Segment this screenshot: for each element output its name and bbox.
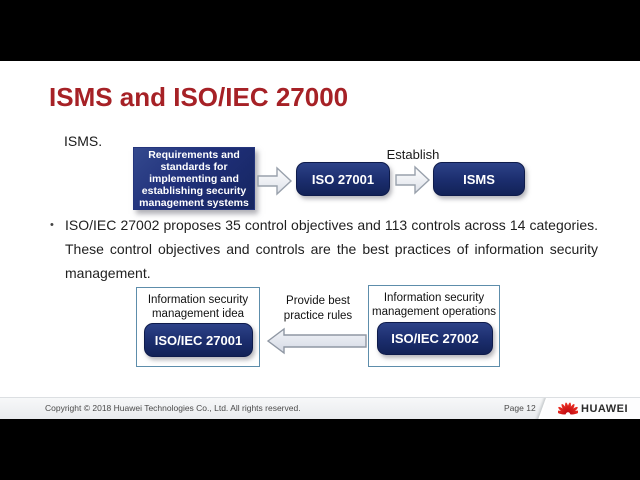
right-arrow-icon [394, 164, 432, 196]
requirements-box: Requirements and standards for implementing and establishing security management systems [133, 147, 255, 210]
iso27002-outer-label: Information security management operations [371, 292, 497, 318]
iso27001-box: ISO 27001 [296, 162, 390, 196]
huawei-wordmark: HUAWEI [581, 402, 628, 415]
body-paragraph: ISO/IEC 27002 proposes 35 control objectives and 113 controls across 14 categories. These control objectives and controls are the best practices of information security management. [65, 217, 598, 281]
iso27001-outer-label: Information security management idea [147, 294, 249, 320]
huawei-flower-icon [558, 401, 578, 416]
copyright-text: Copyright © 2018 Huawei Technologies Co., Ltd. All rights reserved. [45, 403, 301, 413]
presentation-slide [0, 61, 640, 419]
isms-caption: ISMS. [64, 133, 103, 149]
left-arrow-icon [266, 327, 368, 355]
iso-iec-27002-chip: ISO/IEC 27002 [377, 322, 493, 355]
huawei-logo [558, 401, 628, 416]
establish-label: Establish [386, 147, 440, 162]
page-number: Page 12 [504, 403, 536, 413]
slide-footer [0, 397, 640, 419]
bullet-icon: • [50, 219, 54, 231]
iso-iec-27001-chip: ISO/IEC 27001 [144, 323, 253, 357]
iso27001-outer-box [136, 287, 260, 367]
provide-rules-label: Provide best practice rules [283, 295, 353, 322]
isms-box: ISMS [433, 162, 525, 196]
iso27002-outer-box [368, 285, 500, 367]
right-arrow-icon [256, 165, 294, 197]
slide-title: ISMS and ISO/IEC 27000 [49, 82, 349, 112]
